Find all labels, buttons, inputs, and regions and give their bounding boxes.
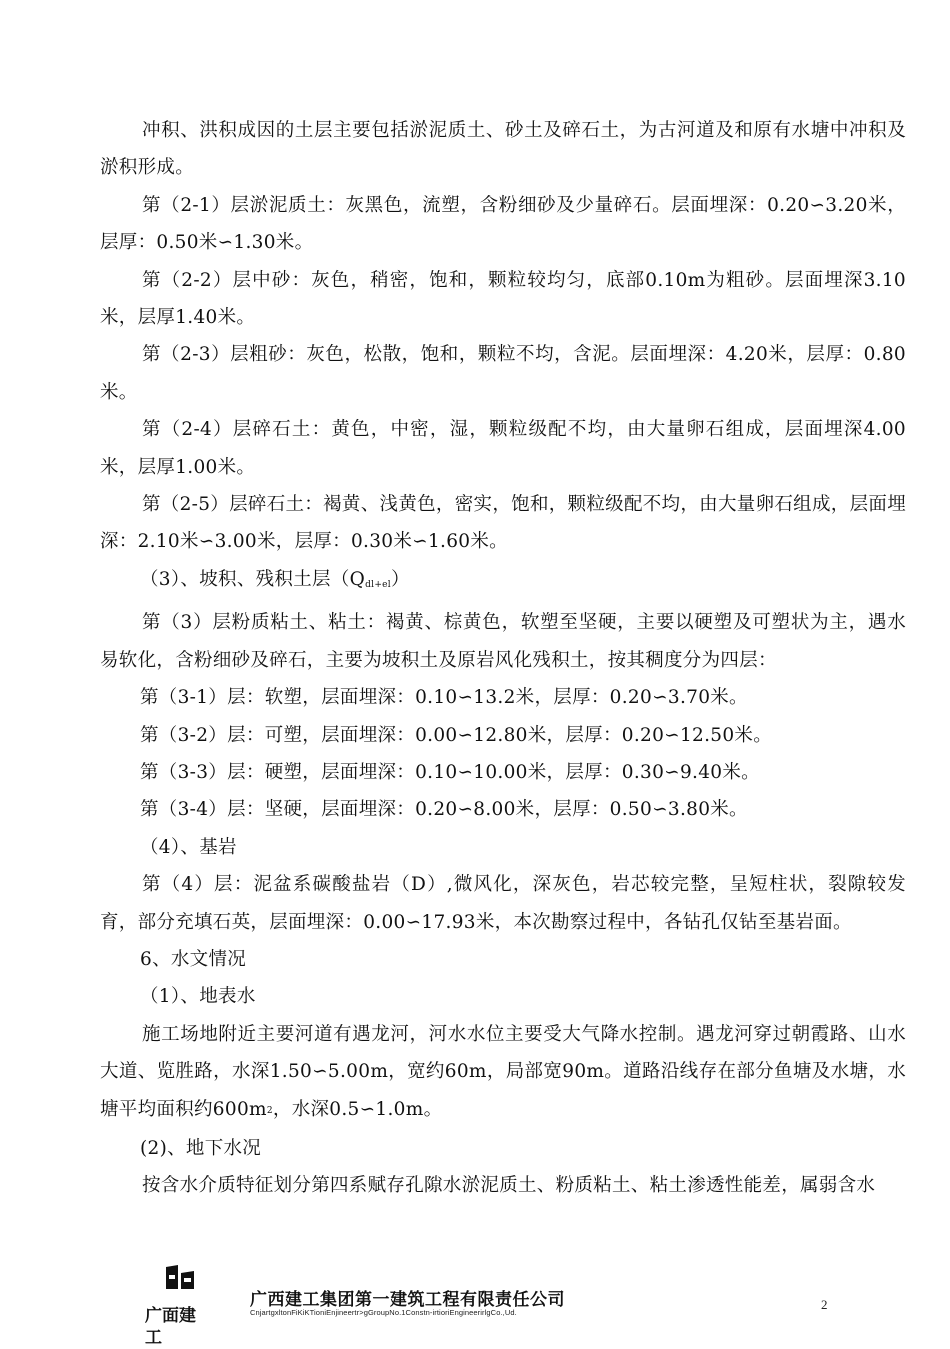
logo-text: 广面建工 (145, 1306, 196, 1348)
paragraph-layer-2-1: 第（2-1）层淤泥质土：灰黑色，流塑，含粉细砂及少量碎石。层面埋深：0.20∽3.20米，层厚：0.50米∽1.30米。 (100, 194, 906, 254)
heading-section-3-close: ） (390, 568, 410, 590)
paragraph-layer-2-4: 第（2-4）层碎石土：黄色，中密，湿，颗粒级配不均，由大量卵石组成，层面埋深4.00米，层厚1.00米。 (100, 419, 906, 478)
paragraph-layer-2-5: 第（2-5）层碎石土：褐黄、浅黄色，密实，饱和，颗粒级配不均，由大量卵石组成，层面埋深：2.10米∽3.00米，层厚：0.30米∽1.60米。 (100, 494, 906, 553)
company-name-en: CnjartgxltonFiKiKTioniEnjineertr>gGroupNo.1Constn-irtioriEngineerirlgCo.,Ud. (250, 1308, 517, 1317)
paragraph-alluvial-intro: 冲积、洪积成因的土层主要包括淤泥质土、砂土及碎石土，为古河道及和原有水塘中冲积及淤积形成。 (100, 120, 906, 179)
paragraph-layer-3-1: 第（3-1）层：软塑，层面埋深：0.10∽13.2米，层厚：0.20∽3.70米。 (140, 687, 748, 709)
paragraph-layer-2-3: 第（2-3）层粗砂：灰色，松散，饱和，颗粒不均，含泥。层面埋深：4.20米，层厚：0.80米。 (100, 344, 906, 403)
heading-section-3-subscript: dl+el (365, 579, 391, 590)
paragraph-layer-3-3: 第（3-3）层：硬塑，层面埋深：0.10∽10.00米，层厚：0.30∽9.40米。 (140, 761, 760, 783)
paragraph-layer-3-2: 第（3-2）层：可塑，层面埋深：0.00∽12.80米，层厚：0.20∽12.50米。 (140, 724, 773, 746)
paragraph-surface-water-superscript: 2 (266, 1105, 273, 1116)
heading-hydrology: 6、水文情况 (140, 948, 247, 970)
page-footer (0, 1255, 950, 1348)
document-body (100, 112, 906, 1205)
paragraph-layer-3: 第（3）层粉质粘土、粘土：褐黄、棕黄色，软塑至坚硬，主要以硬塑及可塑状为主，遇水易软化，含粉细砂及碎石，主要为坡积土及原岩风化残积土，按其稠度分为四层： (100, 612, 906, 671)
paragraph-groundwater: 按含水介质特征划分第四系赋存孔隙水淤泥质土、粉质粘土、粘土渗透性能差，属弱含水 (142, 1175, 876, 1197)
paragraph-surface-water-text: 施工场地附近主要河道有遇龙河，河水水位主要受大气降水控制。遇龙河穿过朝霞路、山水大道、览胜路，水深1.50∽5.00m，宽约60m，局部宽90m。道路沿线存在部分鱼塘及水塘，水塘平均面积约600m (100, 1023, 906, 1120)
heading-section-3 (100, 561, 906, 604)
paragraph-layer-4: 第（4）层：泥盆系碳酸盐岩（D）,微风化，深灰色，岩芯较完整，呈短柱状，裂隙较发育，部分充填石英，层面埋深：0.00∽17.93米，本次勘察过程中，各钻孔仅钻至基岩面。 (100, 874, 906, 933)
page-number: 2 (821, 1297, 828, 1312)
paragraph-surface-water (100, 1016, 906, 1130)
building-logo-icon (164, 1263, 196, 1291)
heading-groundwater: (2)、地下水况 (140, 1137, 262, 1159)
heading-section-3-text: （3）、坡积、残积土层（Q (140, 568, 366, 590)
paragraph-layer-2-2: 第（2-2）层中砂：灰色，稍密，饱和，颗粒较均匀，底部0.10m为粗砂。层面埋深3.10米，层厚1.40米。 (100, 269, 906, 329)
company-name-cn: 广西建工集团第一建筑工程有限责任公司 (250, 1290, 565, 1310)
paragraph-surface-water-end: ，水深0.5∽1.0m。 (272, 1098, 443, 1120)
heading-section-4: （4）、基岩 (140, 836, 237, 858)
heading-surface-water: （1）、地表水 (140, 986, 256, 1008)
paragraph-layer-3-4: 第（3-4）层：坚硬，层面埋深：0.20∽8.00米，层厚：0.50∽3.80米。 (140, 799, 748, 821)
